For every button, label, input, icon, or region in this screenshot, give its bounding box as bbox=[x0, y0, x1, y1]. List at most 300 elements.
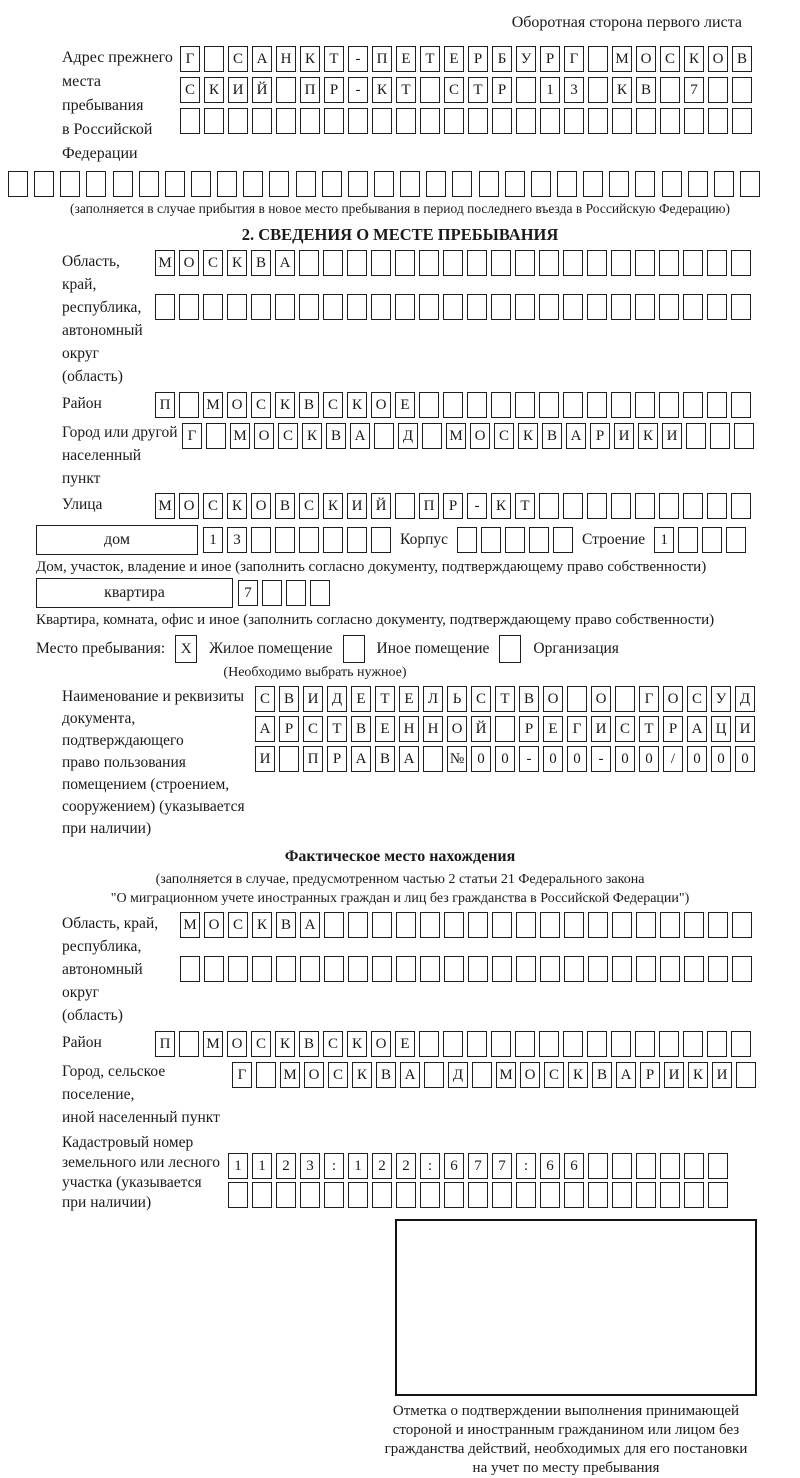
char-cell[interactable]: В bbox=[279, 686, 299, 712]
char-cell[interactable] bbox=[323, 250, 343, 276]
char-cell[interactable] bbox=[611, 1031, 631, 1057]
char-cell[interactable] bbox=[269, 171, 289, 197]
char-cell[interactable]: Р bbox=[519, 716, 539, 742]
char-cell[interactable]: К bbox=[347, 1031, 367, 1057]
char-cell[interactable]: 0 bbox=[687, 746, 707, 772]
char-cell[interactable] bbox=[179, 294, 199, 320]
char-cell[interactable] bbox=[457, 527, 477, 553]
char-cell[interactable]: О bbox=[251, 493, 271, 519]
char-cell[interactable] bbox=[217, 171, 237, 197]
char-cell[interactable]: Н bbox=[423, 716, 443, 742]
char-cell[interactable]: В bbox=[276, 912, 296, 938]
char-cell[interactable]: Е bbox=[395, 1031, 415, 1057]
char-cell[interactable] bbox=[731, 493, 751, 519]
char-cell[interactable] bbox=[443, 294, 463, 320]
char-cell[interactable]: Г bbox=[564, 46, 584, 72]
char-cell[interactable] bbox=[588, 1153, 608, 1179]
char-cell[interactable] bbox=[347, 250, 367, 276]
char-cell[interactable] bbox=[612, 1153, 632, 1179]
char-cell[interactable]: М bbox=[446, 423, 466, 449]
char-cell[interactable]: - bbox=[467, 493, 487, 519]
char-cell[interactable]: К bbox=[275, 392, 295, 418]
char-cell[interactable] bbox=[228, 108, 248, 134]
char-cell[interactable]: И bbox=[662, 423, 682, 449]
char-cell[interactable] bbox=[732, 108, 752, 134]
char-cell[interactable] bbox=[34, 171, 54, 197]
char-cell[interactable] bbox=[540, 108, 560, 134]
char-cell[interactable] bbox=[515, 294, 535, 320]
char-cell[interactable] bbox=[707, 392, 727, 418]
char-cell[interactable]: В bbox=[636, 77, 656, 103]
char-cell[interactable] bbox=[505, 527, 525, 553]
char-cell[interactable]: О bbox=[520, 1062, 540, 1088]
char-cell[interactable] bbox=[348, 956, 368, 982]
char-cell[interactable]: М bbox=[203, 1031, 223, 1057]
char-cell[interactable] bbox=[113, 171, 133, 197]
char-cell[interactable] bbox=[636, 108, 656, 134]
char-cell[interactable] bbox=[252, 956, 272, 982]
char-cell[interactable] bbox=[396, 1182, 416, 1208]
char-cell[interactable] bbox=[299, 527, 319, 553]
char-cell[interactable]: С bbox=[299, 493, 319, 519]
char-cell[interactable]: Д bbox=[398, 423, 418, 449]
char-cell[interactable]: 1 bbox=[654, 527, 674, 553]
char-cell[interactable] bbox=[322, 171, 342, 197]
char-cell[interactable]: Й bbox=[471, 716, 491, 742]
char-cell[interactable] bbox=[206, 423, 226, 449]
char-cell[interactable] bbox=[515, 250, 535, 276]
char-cell[interactable]: М bbox=[496, 1062, 516, 1088]
char-cell[interactable] bbox=[374, 423, 394, 449]
char-cell[interactable]: К bbox=[302, 423, 322, 449]
char-cell[interactable] bbox=[612, 956, 632, 982]
char-cell[interactable]: М bbox=[180, 912, 200, 938]
char-cell[interactable] bbox=[684, 108, 704, 134]
char-cell[interactable]: С bbox=[203, 493, 223, 519]
char-cell[interactable] bbox=[540, 912, 560, 938]
char-cell[interactable] bbox=[155, 294, 175, 320]
char-cell[interactable]: М bbox=[230, 423, 250, 449]
char-cell[interactable]: В bbox=[299, 392, 319, 418]
char-cell[interactable] bbox=[444, 956, 464, 982]
char-cell[interactable] bbox=[563, 294, 583, 320]
char-cell[interactable] bbox=[324, 912, 344, 938]
char-cell[interactable] bbox=[444, 1182, 464, 1208]
char-cell[interactable] bbox=[419, 250, 439, 276]
char-cell[interactable] bbox=[531, 171, 551, 197]
char-cell[interactable]: С bbox=[278, 423, 298, 449]
char-cell[interactable] bbox=[300, 1182, 320, 1208]
char-cell[interactable]: К bbox=[352, 1062, 372, 1088]
char-cell[interactable] bbox=[516, 912, 536, 938]
char-cell[interactable]: С bbox=[494, 423, 514, 449]
char-cell[interactable]: Р bbox=[663, 716, 683, 742]
char-cell[interactable]: В bbox=[542, 423, 562, 449]
char-cell[interactable]: П bbox=[300, 77, 320, 103]
stroenie-row[interactable] bbox=[654, 527, 746, 553]
char-cell[interactable] bbox=[587, 1031, 607, 1057]
char-cell[interactable] bbox=[539, 294, 559, 320]
char-cell[interactable] bbox=[635, 171, 655, 197]
char-cell[interactable]: Р bbox=[590, 423, 610, 449]
char-cell[interactable] bbox=[702, 527, 722, 553]
char-cell[interactable] bbox=[660, 956, 680, 982]
char-cell[interactable]: С bbox=[660, 46, 680, 72]
char-cell[interactable] bbox=[348, 1182, 368, 1208]
char-cell[interactable] bbox=[563, 392, 583, 418]
char-cell[interactable]: О bbox=[591, 686, 611, 712]
char-cell[interactable] bbox=[468, 1182, 488, 1208]
region-row-1[interactable] bbox=[155, 250, 751, 276]
char-cell[interactable]: О bbox=[179, 493, 199, 519]
char-cell[interactable]: О bbox=[543, 686, 563, 712]
char-cell[interactable]: 0 bbox=[615, 746, 635, 772]
prev-address-row-2[interactable] bbox=[180, 77, 752, 103]
char-cell[interactable] bbox=[372, 956, 392, 982]
char-cell[interactable]: : bbox=[420, 1153, 440, 1179]
char-cell[interactable]: 0 bbox=[711, 746, 731, 772]
char-cell[interactable]: Р bbox=[540, 46, 560, 72]
char-cell[interactable]: О bbox=[304, 1062, 324, 1088]
char-cell[interactable]: О bbox=[179, 250, 199, 276]
char-cell[interactable]: Т bbox=[515, 493, 535, 519]
document-row-2[interactable] bbox=[255, 716, 755, 742]
char-cell[interactable]: К bbox=[568, 1062, 588, 1088]
char-cell[interactable] bbox=[564, 108, 584, 134]
char-cell[interactable] bbox=[662, 171, 682, 197]
char-cell[interactable] bbox=[539, 250, 559, 276]
char-cell[interactable] bbox=[708, 1182, 728, 1208]
street-row[interactable] bbox=[155, 493, 751, 519]
char-cell[interactable] bbox=[420, 77, 440, 103]
char-cell[interactable] bbox=[515, 392, 535, 418]
char-cell[interactable] bbox=[180, 108, 200, 134]
char-cell[interactable] bbox=[467, 250, 487, 276]
char-cell[interactable]: 6 bbox=[564, 1153, 584, 1179]
char-cell[interactable] bbox=[714, 171, 734, 197]
char-cell[interactable]: Ь bbox=[447, 686, 467, 712]
char-cell[interactable] bbox=[286, 580, 306, 606]
char-cell[interactable] bbox=[395, 294, 415, 320]
char-cell[interactable] bbox=[563, 250, 583, 276]
char-cell[interactable] bbox=[540, 1182, 560, 1208]
char-cell[interactable] bbox=[659, 392, 679, 418]
stay-option-checkbox-residential[interactable] bbox=[175, 635, 197, 663]
char-cell[interactable] bbox=[636, 956, 656, 982]
char-cell[interactable] bbox=[444, 108, 464, 134]
char-cell[interactable] bbox=[612, 912, 632, 938]
char-cell[interactable]: Г bbox=[232, 1062, 252, 1088]
char-cell[interactable]: С bbox=[323, 392, 343, 418]
char-cell[interactable]: О bbox=[371, 392, 391, 418]
char-cell[interactable]: Р bbox=[492, 77, 512, 103]
char-cell[interactable]: А bbox=[252, 46, 272, 72]
char-cell[interactable] bbox=[636, 912, 656, 938]
char-cell[interactable] bbox=[588, 46, 608, 72]
char-cell[interactable] bbox=[204, 108, 224, 134]
char-cell[interactable]: О bbox=[447, 716, 467, 742]
char-cell[interactable] bbox=[372, 108, 392, 134]
char-cell[interactable]: П bbox=[303, 746, 323, 772]
char-cell[interactable] bbox=[296, 171, 316, 197]
char-cell[interactable]: 6 bbox=[444, 1153, 464, 1179]
char-cell[interactable]: 3 bbox=[564, 77, 584, 103]
char-cell[interactable]: С bbox=[251, 1031, 271, 1057]
char-cell[interactable] bbox=[400, 171, 420, 197]
char-cell[interactable]: В bbox=[592, 1062, 612, 1088]
char-cell[interactable]: И bbox=[712, 1062, 732, 1088]
char-cell[interactable] bbox=[660, 1182, 680, 1208]
char-cell[interactable] bbox=[684, 956, 704, 982]
char-cell[interactable]: К bbox=[323, 493, 343, 519]
char-cell[interactable] bbox=[636, 1182, 656, 1208]
char-cell[interactable]: Т bbox=[327, 716, 347, 742]
char-cell[interactable] bbox=[539, 1031, 559, 1057]
char-cell[interactable]: А bbox=[399, 746, 419, 772]
char-cell[interactable] bbox=[588, 108, 608, 134]
char-cell[interactable] bbox=[492, 912, 512, 938]
char-cell[interactable] bbox=[660, 1153, 680, 1179]
char-cell[interactable] bbox=[588, 77, 608, 103]
char-cell[interactable]: О bbox=[371, 1031, 391, 1057]
char-cell[interactable]: 3 bbox=[300, 1153, 320, 1179]
char-cell[interactable] bbox=[611, 392, 631, 418]
char-cell[interactable] bbox=[731, 250, 751, 276]
char-cell[interactable] bbox=[179, 1031, 199, 1057]
char-cell[interactable] bbox=[684, 1182, 704, 1208]
char-cell[interactable] bbox=[659, 1031, 679, 1057]
char-cell[interactable] bbox=[467, 1031, 487, 1057]
char-cell[interactable] bbox=[683, 392, 703, 418]
char-cell[interactable]: Т bbox=[375, 686, 395, 712]
char-cell[interactable]: Т bbox=[420, 46, 440, 72]
char-cell[interactable]: С bbox=[228, 46, 248, 72]
char-cell[interactable]: В bbox=[275, 493, 295, 519]
char-cell[interactable] bbox=[180, 956, 200, 982]
char-cell[interactable]: Г bbox=[639, 686, 659, 712]
char-cell[interactable]: П bbox=[155, 392, 175, 418]
char-cell[interactable] bbox=[659, 294, 679, 320]
char-cell[interactable]: - bbox=[591, 746, 611, 772]
char-cell[interactable]: К bbox=[252, 912, 272, 938]
char-cell[interactable]: В bbox=[375, 746, 395, 772]
char-cell[interactable] bbox=[587, 250, 607, 276]
char-cell[interactable]: 1 bbox=[228, 1153, 248, 1179]
cadastral-row-1[interactable] bbox=[228, 1153, 728, 1179]
char-cell[interactable]: О bbox=[227, 1031, 247, 1057]
char-cell[interactable] bbox=[324, 1182, 344, 1208]
char-cell[interactable]: С bbox=[444, 77, 464, 103]
char-cell[interactable] bbox=[740, 171, 760, 197]
char-cell[interactable]: С bbox=[615, 716, 635, 742]
char-cell[interactable]: Н bbox=[399, 716, 419, 742]
char-cell[interactable] bbox=[539, 493, 559, 519]
char-cell[interactable] bbox=[60, 171, 80, 197]
char-cell[interactable]: С bbox=[303, 716, 323, 742]
char-cell[interactable]: У bbox=[711, 686, 731, 712]
char-cell[interactable] bbox=[492, 1182, 512, 1208]
char-cell[interactable] bbox=[660, 912, 680, 938]
char-cell[interactable] bbox=[659, 250, 679, 276]
char-cell[interactable]: М bbox=[280, 1062, 300, 1088]
char-cell[interactable]: Р bbox=[324, 77, 344, 103]
char-cell[interactable]: К bbox=[227, 493, 247, 519]
char-cell[interactable] bbox=[420, 912, 440, 938]
char-cell[interactable] bbox=[275, 527, 295, 553]
char-cell[interactable] bbox=[228, 956, 248, 982]
char-cell[interactable] bbox=[452, 171, 472, 197]
char-cell[interactable] bbox=[228, 1182, 248, 1208]
char-cell[interactable] bbox=[423, 746, 443, 772]
char-cell[interactable]: X bbox=[175, 635, 197, 663]
char-cell[interactable] bbox=[587, 392, 607, 418]
char-cell[interactable] bbox=[684, 1153, 704, 1179]
char-cell[interactable] bbox=[420, 956, 440, 982]
char-cell[interactable] bbox=[732, 912, 752, 938]
char-cell[interactable]: 0 bbox=[639, 746, 659, 772]
char-cell[interactable] bbox=[708, 1153, 728, 1179]
char-cell[interactable] bbox=[612, 108, 632, 134]
char-cell[interactable] bbox=[395, 250, 415, 276]
char-cell[interactable] bbox=[300, 956, 320, 982]
char-cell[interactable] bbox=[481, 527, 501, 553]
char-cell[interactable]: К bbox=[300, 46, 320, 72]
char-cell[interactable]: Т bbox=[495, 686, 515, 712]
char-cell[interactable] bbox=[492, 956, 512, 982]
char-cell[interactable]: Е bbox=[444, 46, 464, 72]
char-cell[interactable] bbox=[86, 171, 106, 197]
char-cell[interactable]: М bbox=[612, 46, 632, 72]
cadastral-row-2[interactable] bbox=[228, 1182, 728, 1208]
char-cell[interactable] bbox=[707, 294, 727, 320]
char-cell[interactable] bbox=[731, 392, 751, 418]
char-cell[interactable]: А bbox=[275, 250, 295, 276]
char-cell[interactable] bbox=[426, 171, 446, 197]
char-cell[interactable] bbox=[479, 171, 499, 197]
char-cell[interactable] bbox=[660, 77, 680, 103]
stay-option-checkbox-other[interactable] bbox=[343, 635, 365, 663]
char-cell[interactable]: К bbox=[518, 423, 538, 449]
char-cell[interactable]: 1 bbox=[540, 77, 560, 103]
char-cell[interactable] bbox=[499, 635, 521, 663]
char-cell[interactable]: 2 bbox=[372, 1153, 392, 1179]
char-cell[interactable] bbox=[736, 1062, 756, 1088]
char-cell[interactable]: И bbox=[303, 686, 323, 712]
char-cell[interactable]: А bbox=[351, 746, 371, 772]
char-cell[interactable]: 6 bbox=[540, 1153, 560, 1179]
char-cell[interactable]: М bbox=[203, 392, 223, 418]
char-cell[interactable]: С bbox=[544, 1062, 564, 1088]
actual-district-row[interactable] bbox=[155, 1031, 751, 1057]
char-cell[interactable]: О bbox=[204, 912, 224, 938]
char-cell[interactable] bbox=[324, 956, 344, 982]
char-cell[interactable]: С bbox=[687, 686, 707, 712]
char-cell[interactable] bbox=[708, 912, 728, 938]
char-cell[interactable] bbox=[564, 956, 584, 982]
char-cell[interactable] bbox=[396, 956, 416, 982]
char-cell[interactable] bbox=[683, 294, 703, 320]
char-cell[interactable] bbox=[443, 1031, 463, 1057]
char-cell[interactable] bbox=[688, 171, 708, 197]
char-cell[interactable]: К bbox=[638, 423, 658, 449]
apartment-number-row[interactable] bbox=[238, 580, 330, 606]
char-cell[interactable] bbox=[563, 1031, 583, 1057]
char-cell[interactable] bbox=[587, 294, 607, 320]
char-cell[interactable]: С bbox=[180, 77, 200, 103]
char-cell[interactable]: С bbox=[228, 912, 248, 938]
char-cell[interactable] bbox=[635, 294, 655, 320]
char-cell[interactable]: Р bbox=[443, 493, 463, 519]
char-cell[interactable]: Е bbox=[351, 686, 371, 712]
char-cell[interactable]: Л bbox=[423, 686, 443, 712]
char-cell[interactable] bbox=[139, 171, 159, 197]
char-cell[interactable]: Г bbox=[567, 716, 587, 742]
char-cell[interactable]: А bbox=[687, 716, 707, 742]
char-cell[interactable]: Т bbox=[324, 46, 344, 72]
char-cell[interactable] bbox=[443, 392, 463, 418]
char-cell[interactable]: Б bbox=[492, 46, 512, 72]
char-cell[interactable]: Е bbox=[543, 716, 563, 742]
char-cell[interactable] bbox=[491, 1031, 511, 1057]
char-cell[interactable] bbox=[343, 635, 365, 663]
char-cell[interactable] bbox=[165, 171, 185, 197]
char-cell[interactable]: 2 bbox=[396, 1153, 416, 1179]
char-cell[interactable]: 0 bbox=[735, 746, 755, 772]
char-cell[interactable]: П bbox=[155, 1031, 175, 1057]
char-cell[interactable]: 0 bbox=[471, 746, 491, 772]
char-cell[interactable]: - bbox=[519, 746, 539, 772]
char-cell[interactable] bbox=[348, 171, 368, 197]
char-cell[interactable] bbox=[323, 294, 343, 320]
char-cell[interactable] bbox=[636, 1153, 656, 1179]
char-cell[interactable]: О bbox=[708, 46, 728, 72]
char-cell[interactable] bbox=[683, 493, 703, 519]
char-cell[interactable] bbox=[609, 171, 629, 197]
char-cell[interactable]: С bbox=[255, 686, 275, 712]
char-cell[interactable] bbox=[420, 1182, 440, 1208]
char-cell[interactable] bbox=[515, 1031, 535, 1057]
char-cell[interactable] bbox=[243, 171, 263, 197]
house-number-row[interactable] bbox=[203, 527, 391, 553]
char-cell[interactable] bbox=[731, 1031, 751, 1057]
char-cell[interactable] bbox=[707, 1031, 727, 1057]
apartment-field-box[interactable]: квартира bbox=[36, 578, 233, 608]
char-cell[interactable] bbox=[726, 527, 746, 553]
char-cell[interactable] bbox=[374, 171, 394, 197]
char-cell[interactable] bbox=[516, 108, 536, 134]
prev-address-row-1[interactable] bbox=[180, 46, 752, 72]
char-cell[interactable] bbox=[443, 250, 463, 276]
prev-address-overflow-row[interactable] bbox=[8, 171, 760, 197]
char-cell[interactable] bbox=[567, 686, 587, 712]
char-cell[interactable] bbox=[505, 171, 525, 197]
char-cell[interactable]: М bbox=[155, 250, 175, 276]
char-cell[interactable] bbox=[732, 77, 752, 103]
char-cell[interactable]: С bbox=[251, 392, 271, 418]
char-cell[interactable] bbox=[707, 493, 727, 519]
char-cell[interactable]: 1 bbox=[348, 1153, 368, 1179]
char-cell[interactable] bbox=[191, 171, 211, 197]
char-cell[interactable]: А bbox=[350, 423, 370, 449]
char-cell[interactable]: Д bbox=[448, 1062, 468, 1088]
char-cell[interactable] bbox=[279, 746, 299, 772]
char-cell[interactable] bbox=[251, 294, 271, 320]
char-cell[interactable]: С bbox=[328, 1062, 348, 1088]
char-cell[interactable] bbox=[348, 912, 368, 938]
char-cell[interactable] bbox=[732, 956, 752, 982]
char-cell[interactable]: Е bbox=[395, 392, 415, 418]
char-cell[interactable] bbox=[708, 77, 728, 103]
